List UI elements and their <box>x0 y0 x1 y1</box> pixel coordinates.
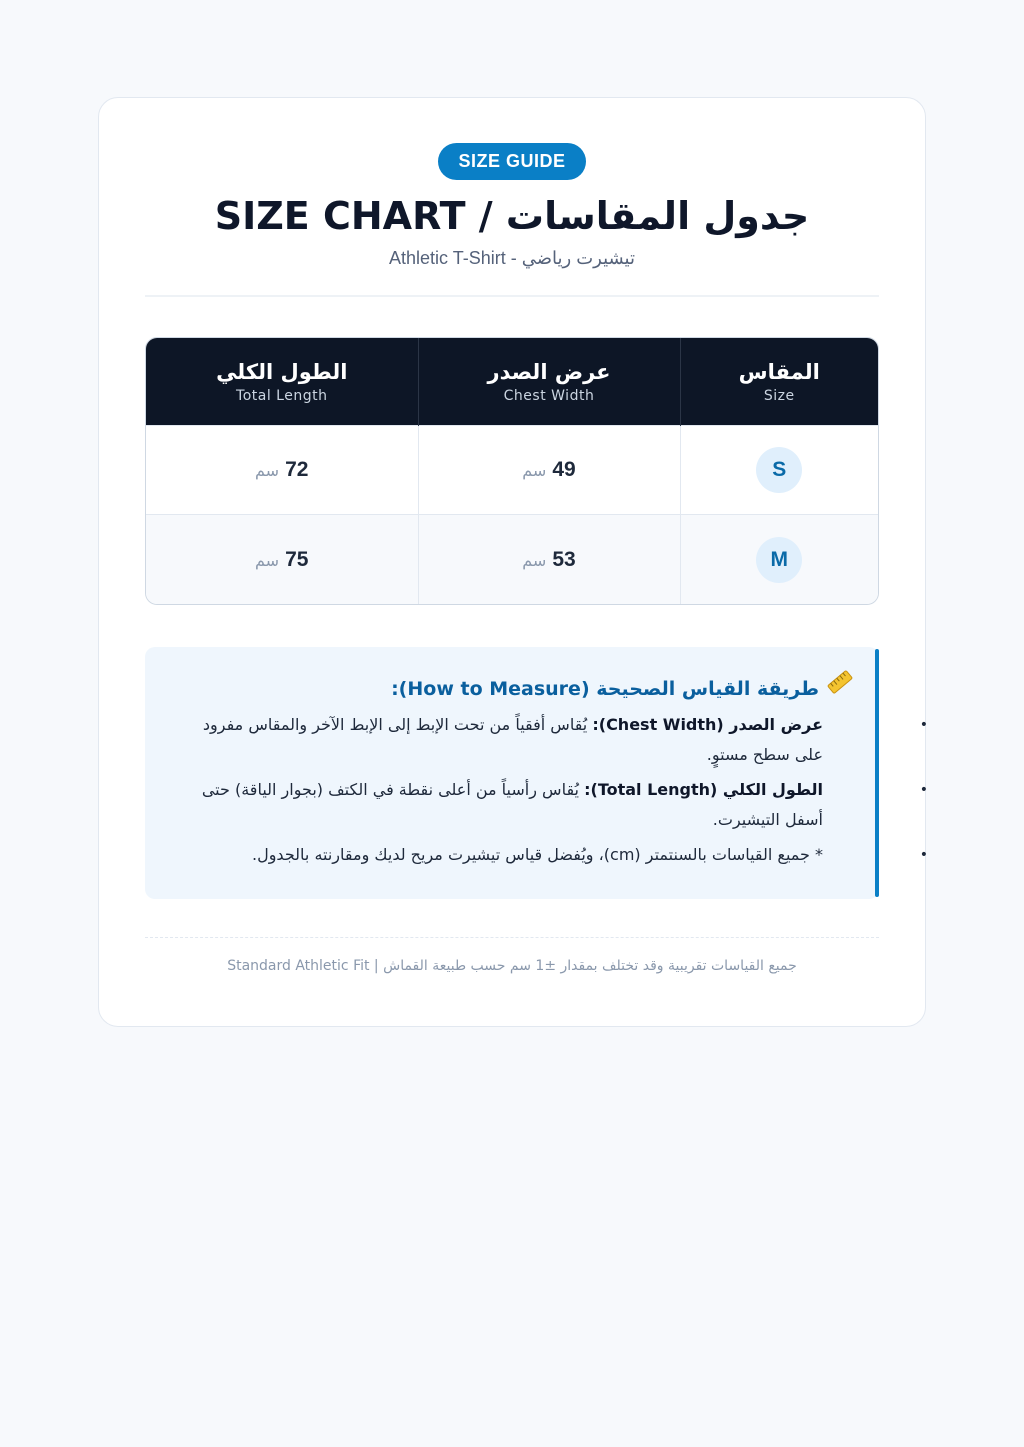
page-subtitle: تيشيرت رياضي - Athletic T-Shirt <box>389 247 635 268</box>
how-to-measure-title <box>175 669 853 700</box>
list-item <box>175 840 928 870</box>
column-header-size <box>680 338 878 426</box>
item-label: الطول الكلي (Total Length): <box>584 779 823 799</box>
unit-label: سم <box>255 550 280 570</box>
size-badge: M <box>756 537 802 583</box>
table-row <box>146 426 878 515</box>
size-guide-badge: SIZE GUIDE <box>438 143 585 180</box>
bullet-icon: • <box>919 846 928 863</box>
size-cell <box>680 426 878 515</box>
length-cell <box>146 515 418 604</box>
size-cell <box>680 515 878 604</box>
bullet-icon: • <box>919 716 928 733</box>
page-title: جدول المقاسات / SIZE CHART <box>214 194 810 238</box>
column-header-ar: الطول الكلي <box>216 359 348 384</box>
chest-value: 53 <box>552 547 576 571</box>
column-header-ar: المقاس <box>738 359 820 384</box>
bullet-icon: • <box>919 781 928 798</box>
chest-cell <box>418 426 680 515</box>
footer-note: جميع القياسات تقريبية وقد تختلف بمقدار ±1 سم حسب طبيعة القماش | Standard Athletic Fit <box>145 937 879 974</box>
length-cell <box>146 426 418 515</box>
column-header-ar: عرض الصدر <box>487 359 611 384</box>
unit-label: سم <box>255 461 280 481</box>
column-header-en: Total Length <box>236 387 328 404</box>
item-text: * جميع القياسات بالسنتمتر (cm)، ويُفضل قياس تيشيرت مريح لديك ومقارنته بالجدول. <box>251 844 823 864</box>
length-value: 75 <box>285 547 309 571</box>
item-text: يُقاس رأسياً من أعلى نقطة في الكتف (بجوار الياقة) حتى أسفل التيشيرت. <box>201 779 823 829</box>
list-item <box>175 775 928 835</box>
card-header <box>145 143 879 297</box>
table-row <box>146 515 878 604</box>
size-table <box>145 337 879 605</box>
chest-cell <box>418 515 680 604</box>
size-chart-card <box>98 97 926 1027</box>
how-to-measure-box <box>145 647 928 899</box>
column-header-chest <box>418 338 680 426</box>
how-to-measure-title-text: طريقة القياس الصحيحة (How to Measure): <box>391 677 819 700</box>
size-badge: S <box>756 447 802 493</box>
unit-label: سم <box>522 550 547 570</box>
list-item <box>175 710 928 770</box>
accent-bar <box>875 649 879 897</box>
length-value: 72 <box>285 458 309 482</box>
ruler-icon <box>827 669 853 700</box>
column-header-length <box>146 338 418 426</box>
item-label: عرض الصدر (Chest Width): <box>592 714 823 734</box>
column-header-en: Chest Width <box>503 387 595 404</box>
table-header-row <box>146 338 878 426</box>
item-text: يُقاس أفقياً من تحت الإبط إلى الإبط الآخر والمقاس مفرود على سطح مستوٍ. <box>202 714 823 764</box>
column-header-en: Size <box>763 387 795 404</box>
chest-value: 49 <box>552 458 576 482</box>
unit-label: سم <box>522 461 547 481</box>
measure-instructions <box>175 710 928 870</box>
